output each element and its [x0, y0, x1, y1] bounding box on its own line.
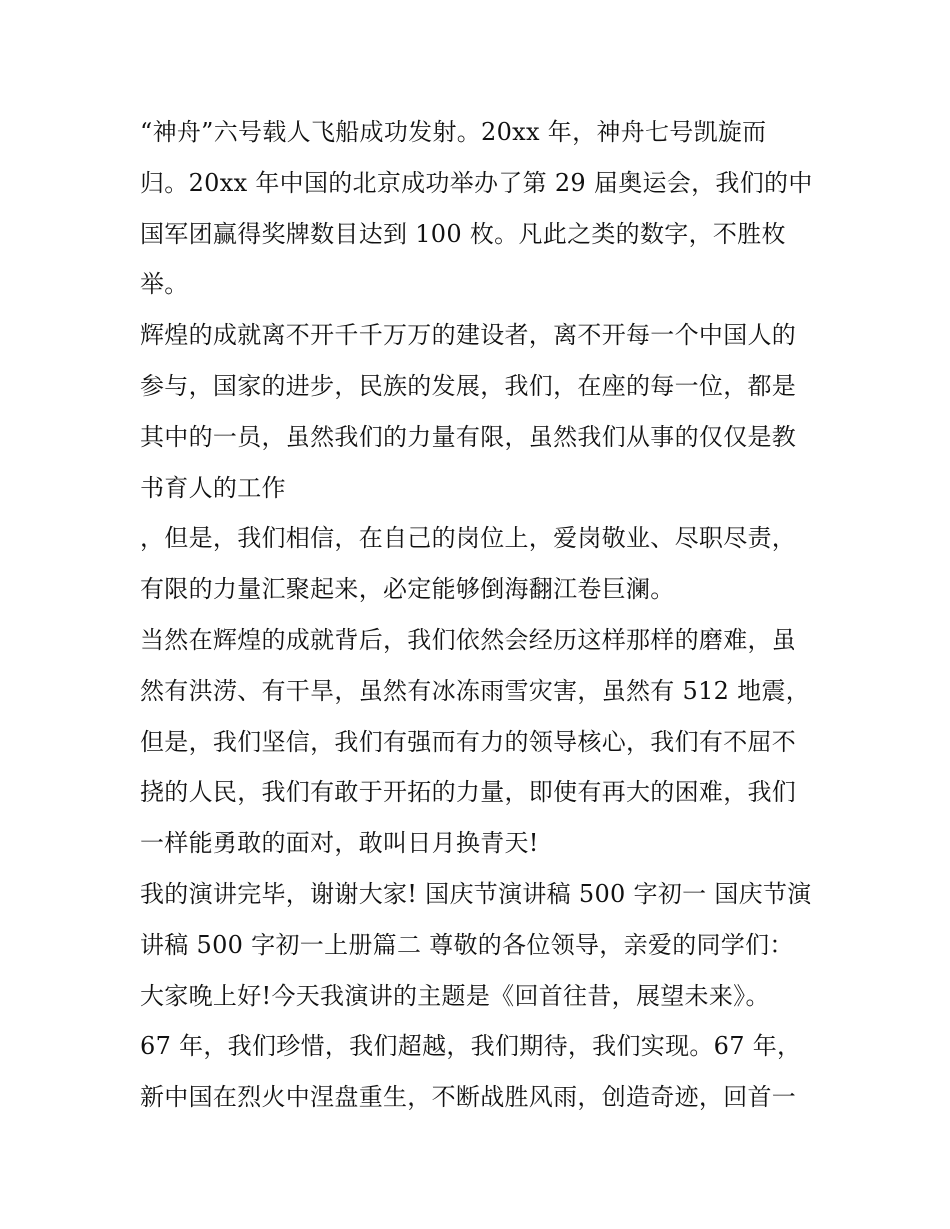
- text-line: ，但是，我们相信，在自己的岗位上，爱岗敬业、尽职尽责，: [140, 524, 797, 553]
- text-line: 国军团赢得奖牌数目达到 100 枚。凡此之类的数字，不胜枚: [140, 219, 786, 248]
- text-line: 挠的人民，我们有敢于开拓的力量，即使有再大的困难，我们: [140, 778, 797, 807]
- text-line: 大家晚上好!今天我演讲的主题是《回首往昔，展望未来》。: [140, 981, 770, 1010]
- text-line: 讲稿 500 字初一上册篇二 尊敬的各位领导，亲爱的同学们：: [140, 930, 794, 959]
- text-line: 一样能勇敢的面对，敢叫日月换青天!: [140, 829, 539, 858]
- text-line: 辉煌的成就离不开千千万万的建设者，离不开每一个中国人的: [140, 321, 797, 350]
- text-line: 新中国在烈火中涅盘重生，不断战胜风雨，创造奇迹，回首一: [140, 1083, 797, 1112]
- text-line: 当然在辉煌的成就背后，我们依然会经历这样那样的磨难，虽: [140, 625, 797, 654]
- document-body: [140, 107, 820, 1123]
- text-line: “神舟”六号载人飞船成功发射。20xx 年，神舟七号凯旋而: [140, 118, 767, 146]
- text-line: 其中的一员，虽然我们的力量有限，虽然我们从事的仅仅是教: [140, 422, 797, 451]
- text-line: 67 年，我们珍惜，我们超越，我们期待，我们实现。67 年，: [140, 1032, 802, 1061]
- text-line: 参与，国家的进步，民族的发展，我们，在座的每一位，都是: [140, 371, 797, 400]
- text-line: 举。: [140, 270, 189, 299]
- text-line: 有限的力量汇聚起来，必定能够倒海翻江卷巨澜。: [140, 575, 675, 604]
- text-line: 但是，我们坚信，我们有强而有力的领导核心，我们有不屈不: [140, 727, 797, 756]
- text-line: 然有洪涝、有干旱，虽然有冰冻雨雪灾害，虽然有 512 地震，: [140, 676, 811, 705]
- text-line: 归。20xx 年中国的北京成功举办了第 29 届奥运会，我们的中: [140, 168, 813, 197]
- text-line: 我的演讲完毕，谢谢大家! 国庆节演讲稿 500 字初一 国庆节演: [140, 879, 812, 908]
- text-line: 书育人的工作: [140, 473, 286, 502]
